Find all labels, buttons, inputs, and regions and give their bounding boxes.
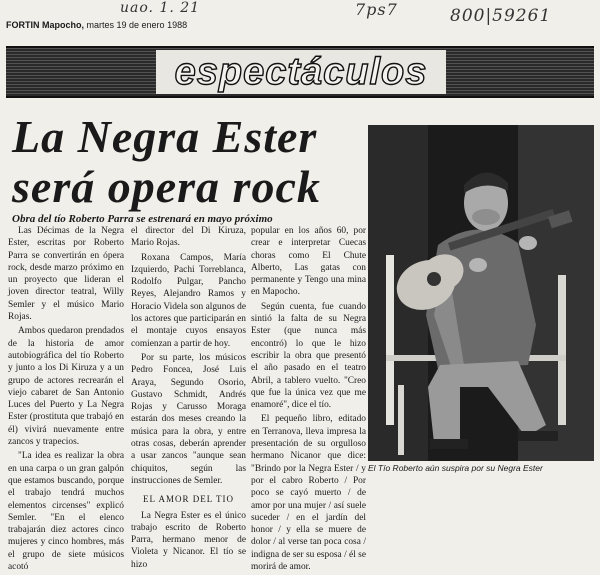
article-column-3: [251, 225, 366, 575]
photo-caption: [368, 463, 594, 473]
paragraph: El pequeño libro, editado en Terranova, lleva impresa la presentación de su orgulloso hermano Nicanor que dice: "Brindo por la Negra Ester / y por el cabro Roberto / Por poco se cayó muerto / de amor por una mujer / así suele suceder / en el jardín del honor / y ella se muere de dolor / al verse tan poca cosa / indigna de ser su esposa / él se morirá de amor.: [251, 414, 366, 573]
handwritten-catalog-number: 800|59261: [450, 6, 552, 26]
section-title: espectáculos: [156, 50, 446, 94]
paragraph: Según cuenta, fue cuando sintió la falta de su Negra Ester (que nunca más encontró) lo que le hizo escribir la obra que presentó el año pasado en el teatro Abril, a tablero vuelto. "Creo que fue la única vez que me enamoré", dice el tío.: [251, 301, 366, 411]
section-banner: [6, 46, 594, 98]
caption-subject: El Tío Roberto: [368, 463, 423, 473]
subheadline: Obra del tío Roberto Parra se estrenará en mayo próximo: [12, 213, 273, 225]
section-subheading: EL AMOR DEL TIO: [143, 494, 234, 505]
paragraph: Por su parte, los músicos Pedro Foncea, José Luis Araya, Segundo Osorio, Gustavo Schmidt, Andrés Rojas y Carusso Moraga estarán dos meses creando la música para la obra, y entre otras cosas, deberán aprender a usar zancos "aunque sean chiquitos, según las instrucciones de Semler.: [131, 352, 246, 486]
paragraph: el director del Di Kiruza, Mario Rojas.: [131, 226, 246, 249]
handwritten-code-note: 7ps7: [355, 0, 398, 19]
headline: [12, 112, 321, 212]
article-column-2: [131, 225, 246, 573]
publication-date: martes 19 de enero 1988: [86, 20, 188, 30]
paragraph: popular en los años 60, por crear e interpretar Cuecas choras como El Chute Alberto, Las gatas con permanente y Tengo una mina en Mapocho.: [251, 226, 366, 298]
headline-line-2: será opera rock: [12, 161, 321, 212]
photo-illustration: [368, 125, 594, 461]
handwritten-date-note: uao. 1. 21: [120, 0, 201, 16]
caption-text: aún suspira por su Negra Ester: [425, 463, 543, 473]
headline-line-1: La Negra Ester: [12, 111, 318, 162]
paragraph: Las Décimas de la Negra Ester, escritas por Roberto Parra se convertirán en ópera rock, desde marzo próximo en un proyecto que lideran el joven director teatral, Willy Semler y el músico Mario Rojas.: [8, 226, 124, 323]
paragraph: Ambos quedaron prendados de la historia de amor autobiográfica del tío Roberto y junto a los Di Kiruza y a un grupo de actores recrearán el viejo cabaret de San Antonio Luces del Puerto y La Negra Ester (prostituta que trabajó en él) vivirá nuevamente entre zancos y trapecios.: [8, 326, 124, 448]
article-column-1: [8, 225, 124, 575]
dateline: [6, 20, 187, 30]
paragraph: Roxana Campos, María Izquierdo, Pachi Torreblanca, Rodolfo Pulgar, Pancho Reyes, Alejandro Ramos y Horacio Videla son algunos de los actores que participarán en el montaje cuyos ensayos comienzan a partir de hoy.: [131, 252, 246, 349]
paragraph: La Negra Ester es el único trabajo escrito de Roberto Parra, hermano menor de Violeta y Nicanor. El tío se hizo: [131, 510, 246, 570]
paragraph: "La idea es realizar la obra en una carpa o un gran galpón que estamos buscando, porque el trabajo tendrá muchos elementos circenses" explicó Semler. "En el elenco trabajarán diez actores cinco mujeres y cinco hombres, más el grupo de siete músicos acotó: [8, 451, 124, 573]
article-photo: [368, 125, 594, 461]
newspaper-name: FORTIN Mapocho,: [6, 20, 84, 30]
